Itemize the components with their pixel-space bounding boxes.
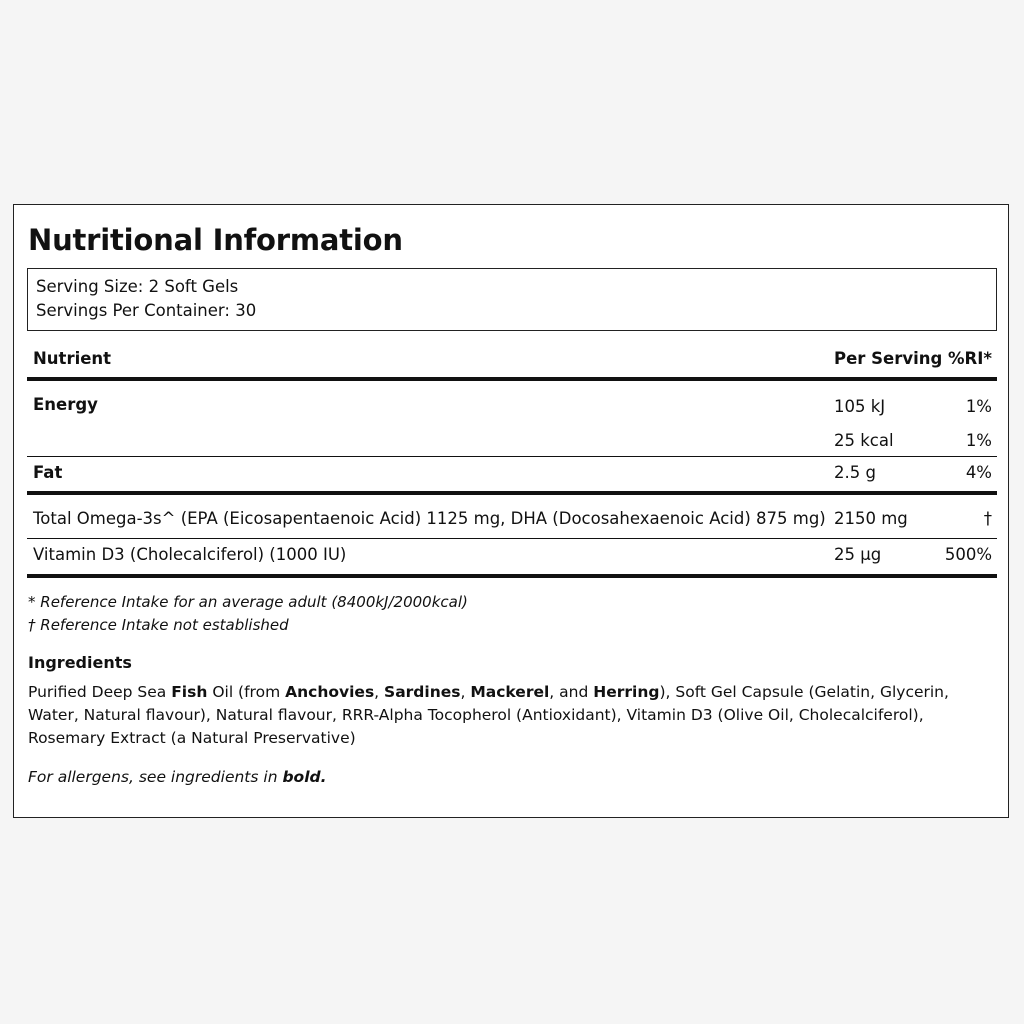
ingredient-text: Purified Deep Sea bbox=[28, 683, 172, 701]
vitamin-d-value: 25 µg bbox=[834, 545, 882, 564]
fat-value: 2.5 g bbox=[834, 463, 876, 482]
ingredient-text: , and bbox=[549, 683, 594, 701]
energy-kj-value: 105 kJ bbox=[834, 397, 886, 416]
energy-kj-ri: 1% bbox=[965, 397, 992, 416]
allergen-ingredient: Fish bbox=[171, 683, 208, 701]
ingredient-text: Oil (from bbox=[207, 683, 286, 701]
allergen-ingredient: Herring bbox=[593, 683, 660, 701]
ingredients-heading: Ingredients bbox=[28, 653, 132, 672]
nutrient-vitamin-d: Vitamin D3 (Cholecalciferol) (1000 IU) bbox=[33, 545, 347, 564]
footnote-reference: * Reference Intake for an average adult (8400kJ/2000kcal) bbox=[28, 593, 468, 611]
allergen-ingredient: Sardines bbox=[384, 683, 461, 701]
header-nutrient: Nutrient bbox=[33, 349, 112, 368]
fat-ri: 4% bbox=[965, 463, 992, 482]
nutrient-omega: Total Omega-3s^ (EPA (Eicosapentaenoic Acid) 1125 mg, DHA (Docosahexaenoic Acid) 875 mg) bbox=[33, 509, 826, 528]
allergen-note-text: For allergens, see ingredients in bbox=[28, 768, 283, 786]
nutrition-table bbox=[27, 343, 997, 578]
table-row-vitamin-d bbox=[27, 539, 997, 574]
omega-value: 2150 mg bbox=[834, 509, 908, 528]
table-row-omega bbox=[27, 495, 997, 538]
page-title: Nutritional Information bbox=[28, 223, 403, 257]
ingredients-text bbox=[28, 681, 988, 750]
header-per-serving: Per Serving bbox=[834, 349, 943, 368]
allergen-ingredient: Anchovies bbox=[285, 683, 375, 701]
serving-size: Serving Size: 2 Soft Gels bbox=[36, 277, 239, 296]
footnotes bbox=[28, 591, 468, 637]
table-row-fat bbox=[27, 457, 997, 491]
vitamin-d-ri: 500% bbox=[944, 545, 992, 564]
divider-thick bbox=[27, 574, 997, 578]
footnote-dagger: † Reference Intake not established bbox=[28, 616, 289, 634]
nutrient-energy: Energy bbox=[33, 395, 98, 414]
ingredient-text: ), Soft Gel Capsule (Gelatin, Glycerin, Water, Natural flavour), Natural flavour, RRR-Alpha Tocopherol (Antioxidant), Vitamin D3 (Olive Oil, Cholecalciferol), Rosemary Extract (a Natural Preservative) bbox=[28, 683, 949, 747]
allergen-note-bold: bold. bbox=[282, 768, 327, 786]
energy-kcal-value: 25 kcal bbox=[834, 431, 894, 450]
header-ri: %RI* bbox=[947, 349, 992, 368]
serving-info-box bbox=[27, 268, 997, 331]
omega-ri: † bbox=[983, 509, 992, 528]
allergen-note bbox=[28, 768, 327, 786]
allergen-ingredient: Mackerel bbox=[470, 683, 550, 701]
table-row-energy bbox=[27, 381, 997, 456]
ingredient-text: , bbox=[374, 683, 385, 701]
nutrition-panel bbox=[13, 204, 1009, 818]
table-header-row bbox=[27, 343, 997, 377]
nutrient-fat: Fat bbox=[33, 463, 63, 482]
servings-per-container: Servings Per Container: 30 bbox=[36, 301, 257, 320]
ingredient-text: , bbox=[460, 683, 471, 701]
energy-kcal-ri: 1% bbox=[965, 431, 992, 450]
